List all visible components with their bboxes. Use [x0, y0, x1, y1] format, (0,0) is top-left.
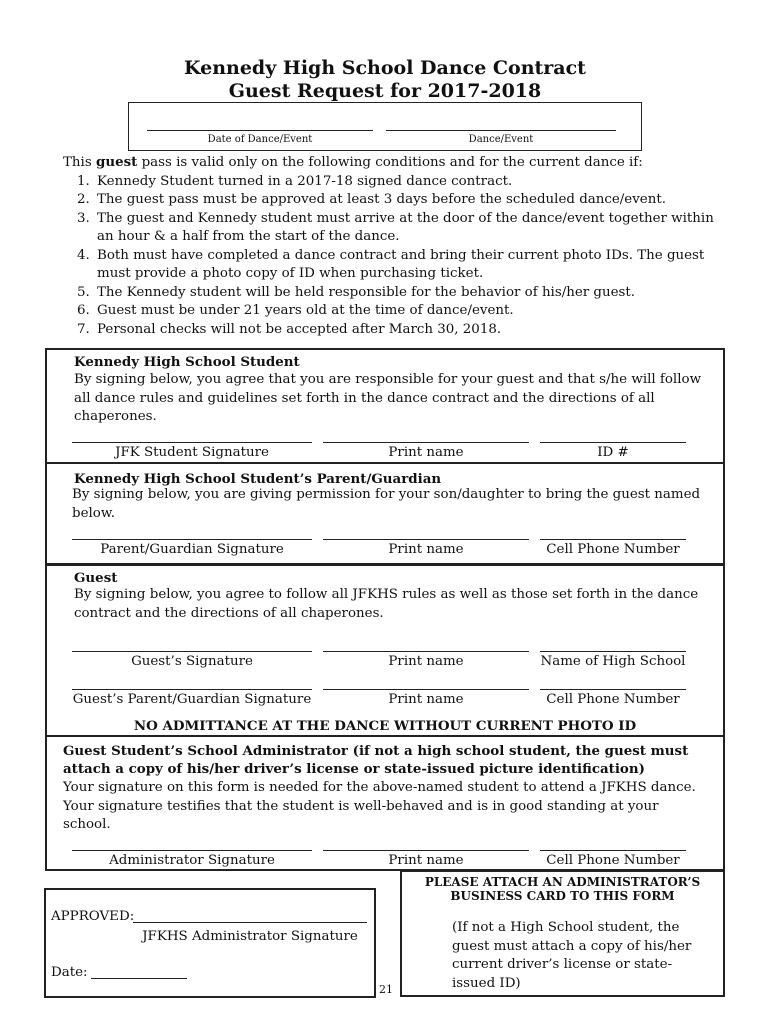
student-section	[45, 348, 725, 464]
administrator-section	[45, 735, 725, 871]
condition-item	[63, 191, 723, 210]
approved-label: APPROVED:	[51, 909, 135, 924]
photo-id-notice: NO ADMITTANCE AT THE DANCE WITHOUT CURRENT PHOTO ID	[133, 718, 637, 734]
parent-phone-line[interactable]	[540, 539, 686, 540]
condition-number: 6.	[77, 303, 90, 318]
condition-number: 3.	[77, 210, 90, 226]
attach-note: (If not a High School student, the guest must attach a copy of his/her current driver’s license or state-issued ID)	[452, 920, 692, 991]
student-print-label: Print name	[388, 445, 464, 460]
condition-item	[63, 173, 723, 192]
guest-school-line[interactable]	[540, 651, 686, 652]
conditions-section	[63, 153, 723, 339]
event-field-line[interactable]	[386, 130, 616, 131]
condition-number: 7.	[77, 321, 90, 337]
guest-section	[45, 563, 725, 737]
parent-text: By signing below, you are giving permission for your son/daughter to bring the guest named below.	[72, 487, 701, 521]
parent-signature-label: Parent/Guardian Signature	[100, 542, 284, 557]
guest-parent-phone-line[interactable]	[540, 689, 686, 690]
dance-info-box	[128, 102, 642, 151]
event-field-label: Dance/Event	[468, 134, 534, 145]
parent-phone-label: Cell Phone Number	[546, 542, 680, 557]
guest-signature-label: Guest’s Signature	[131, 654, 253, 669]
guest-text: By signing below, you agree to follow all JFKHS rules as well as those set forth in the dance contract and the directions of all chaperones.	[74, 587, 699, 621]
guest-parent-phone-label: Cell Phone Number	[546, 692, 680, 707]
condition-text: Both must have completed a dance contract and bring their current photo IDs. The guest must provide a photo copy of ID when purchasing ticket.	[97, 247, 705, 281]
guest-signature-line[interactable]	[72, 651, 312, 652]
condition-number: 2.	[77, 192, 90, 207]
guest-school-label: Name of High School	[540, 654, 686, 669]
student-id-label: ID #	[597, 445, 629, 460]
condition-item	[63, 210, 723, 247]
admin-phone-label: Cell Phone Number	[546, 853, 680, 868]
condition-text: The Kennedy student will be held responsible for the behavior of his/her guest.	[97, 284, 636, 300]
guest-parent-signature-line[interactable]	[72, 689, 312, 690]
admin-print-label: Print name	[388, 853, 464, 868]
admin-heading-line1: Guest Student’s School Administrator (if not a high school student, the guest must	[63, 743, 689, 759]
guest-parent-print-line[interactable]	[323, 689, 529, 690]
date-field-line[interactable]	[147, 130, 373, 131]
student-signature-line[interactable]	[72, 442, 312, 443]
approval-section	[44, 888, 376, 998]
guest-print-label: Print name	[388, 654, 464, 669]
condition-text: Personal checks will not be accepted after March 30, 2018.	[97, 321, 502, 337]
parent-print-line[interactable]	[323, 539, 529, 540]
condition-text: Kennedy Student turned in a 2017-18 signed dance contract.	[97, 173, 513, 189]
parent-signature-line[interactable]	[72, 539, 312, 540]
approval-date-label: Date:	[51, 965, 88, 980]
student-id-line[interactable]	[540, 442, 686, 443]
condition-text: Guest must be under 21 years old at the time of dance/event.	[97, 303, 514, 318]
business-card-section	[400, 870, 725, 997]
admin-heading-line2: attach a copy of his/her driver’s license or state-issued picture identification)	[63, 761, 645, 777]
approval-signature-line[interactable]	[133, 922, 367, 923]
page-subtitle: Guest Request for 2017-2018	[228, 80, 542, 102]
page-title: Kennedy High School Dance Contract	[184, 57, 586, 79]
student-signature-label: JFK Student Signature	[115, 445, 269, 460]
admin-phone-line[interactable]	[540, 850, 686, 851]
date-field-label: Date of Dance/Event	[207, 134, 313, 145]
attach-heading-line2: BUSINESS CARD TO THIS FORM	[450, 889, 675, 903]
admin-signature-label: Administrator Signature	[109, 853, 275, 868]
guest-print-line[interactable]	[323, 651, 529, 652]
approval-date-line[interactable]	[91, 978, 187, 979]
admin-text: Your signature on this form is needed for the above-named student to attend a JFKHS dance. Your signature testifies that the student is well-behaved and is in good standing at your school.	[63, 780, 696, 832]
condition-item	[63, 284, 723, 303]
page-number: 21	[379, 983, 393, 996]
student-heading: Kennedy High School Student	[74, 354, 300, 370]
condition-number: 4.	[77, 247, 90, 263]
admin-signature-line[interactable]	[72, 850, 312, 851]
student-print-line[interactable]	[323, 442, 529, 443]
condition-item	[63, 321, 723, 340]
student-text: By signing below, you agree that you are responsible for your guest and that s/he will follow all dance rules and guidelines set forth in the dance contract and the directions of all chaperones.	[74, 372, 702, 424]
parent-section	[45, 462, 725, 566]
parent-heading: Kennedy High School Student’s Parent/Guardian	[74, 471, 442, 487]
condition-number: 5.	[77, 284, 90, 300]
attach-heading-line1: PLEASE ATTACH AN ADMINISTRATOR’S	[424, 875, 701, 889]
approval-signature-label: JFKHS Administrator Signature	[142, 929, 358, 944]
parent-print-label: Print name	[388, 542, 464, 557]
condition-item	[63, 247, 723, 284]
conditions-list	[63, 173, 723, 340]
guest-parent-print-label: Print name	[388, 692, 464, 707]
guest-parent-signature-label: Guest’s Parent/Guardian Signature	[72, 692, 312, 707]
guest-heading: Guest	[74, 570, 118, 586]
condition-text: The guest pass must be approved at least 3 days before the scheduled dance/event.	[97, 192, 666, 207]
condition-number: 1.	[77, 173, 90, 189]
condition-item	[63, 302, 723, 321]
intro-text: This guest pass is valid only on the following conditions and for the current dance if:	[63, 154, 643, 170]
admin-print-line[interactable]	[323, 850, 529, 851]
condition-text: The guest and Kennedy student must arrive at the door of the dance/event together within an hour & a half from the start of the dance.	[97, 210, 714, 244]
